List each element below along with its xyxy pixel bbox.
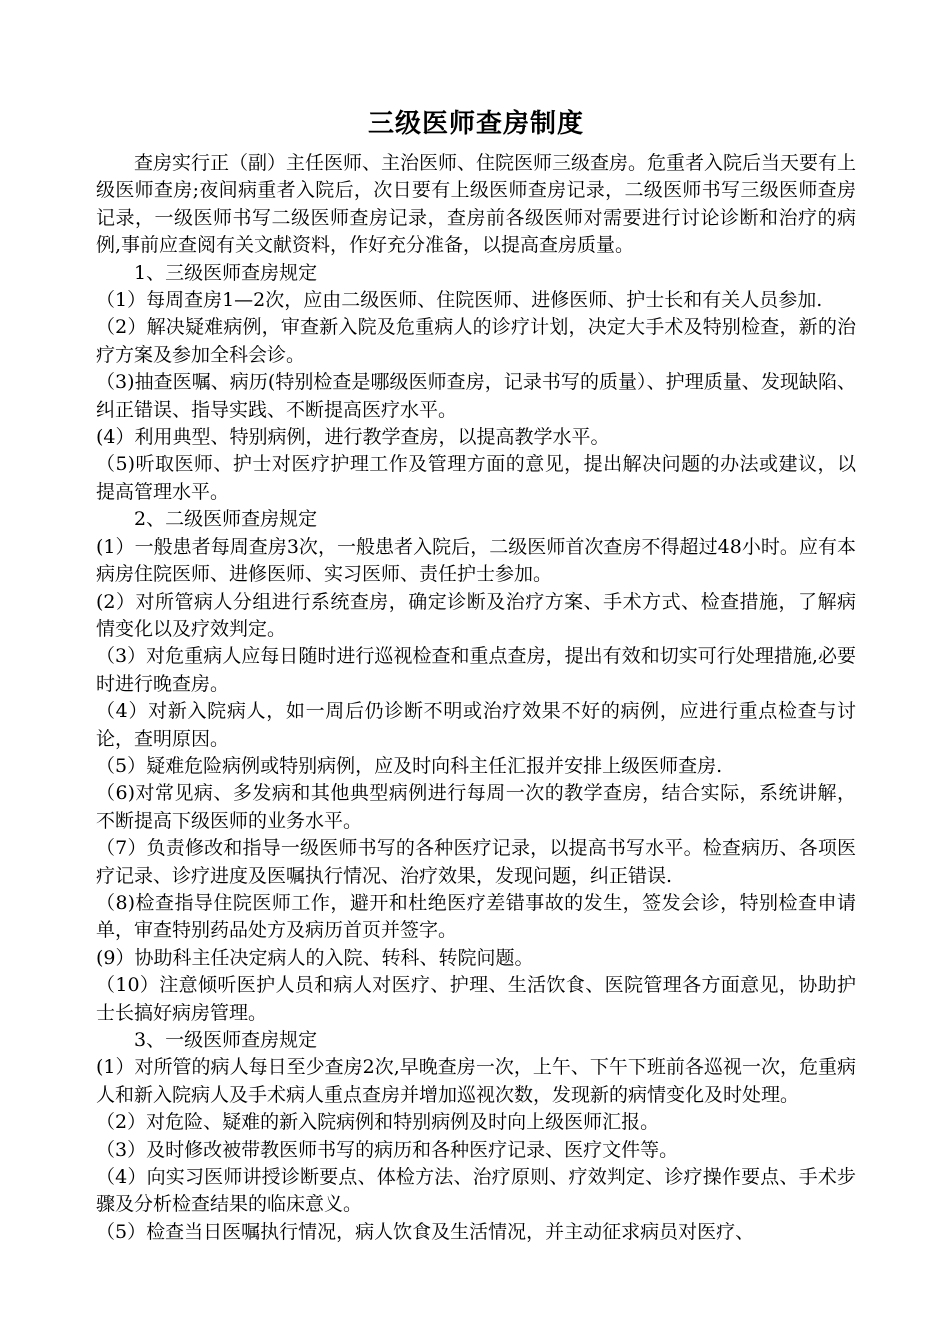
list-item: (4）利用典型、特别病例，进行教学查房，以提高教学水平。 [96,426,610,449]
section-heading: 3、一级医师查房规定 [134,1029,318,1051]
list-item: （4）对新入院病人，如一周后仍诊断不明或治疗效果不好的病例，应进行重点检查与讨论，查明原因。 [96,700,856,750]
section-heading: 2、二级医师查房规定 [134,508,318,531]
section-3 [96,1027,856,1246]
list-item: （7）负责修改和指导一级医师书写的各种医疗记录，以提高书写水平。检查病历、各项医疗记录、诊疗进度及医嘱执行情况、治疗效果，发现问题，纠正错误. [96,837,856,887]
list-item: (2）对所管病人分组进行系统查房，确定诊断及治疗方案、手术方式、检查措施，了解病情变化以及疗效判定。 [96,590,856,640]
list-item: （2）对危险、疑难的新入院病例和特别病例及时向上级医师汇报。 [96,1111,660,1134]
list-item: (1）一般患者每周查房3次，一般患者入院后，二级医师首次查房不得超过48小时。应有本病房住院医师、进修医师、实习医师、责任护士参加。 [96,535,856,586]
list-item: （2）解决疑难病例，审查新入院及危重病人的诊疗计划，决定大手术及特别检查，新的治疗方案及参加全科会诊。 [96,316,856,366]
list-item: （5）检查当日医嘱执行情况，病人饮食及生活情况，并主动征求病员对医疗、 [96,1220,755,1243]
section-2 [96,506,856,1027]
document-page [96,104,856,1246]
list-item: （1）每周查房1—2次，应由二级医师、住院医师、进修医师、护士长和有关人员参加. [96,289,823,312]
document-title: 三级医师查房制度 [367,109,584,139]
intro-paragraph: 查房实行正（副）主任医师、主治医师、住院医师三级查房。危重者入院后当天要有上级医师查房;夜间病重者入院后，次日要有上级医师查房记录，二级医师书写三级医师查房记录，一级医师书写二级医师查房记录，查房前各级医师对需要进行讨论诊断和治疗的病例,事前应查阅有关文献资料，作好充分准备，以提高查房质量。 [96,152,857,257]
list-item: （5)听取医师、护士对医疗护理工作及管理方面的意见，提出解决问题的办法或建议，以提高管理水平。 [96,453,856,503]
section-1 [96,260,856,507]
list-item: （3）及时修改被带教医师书写的病历和各种医疗记录、医疗文件等。 [96,1138,679,1161]
list-item: （3)抽查医嘱、病历(特别检查是哪级医师查房，记录书写的质量）、护理质量、发现缺陷、纠正错误、指导实践、不断提高医疗水平。 [96,371,856,421]
list-item: （8)检查指导住院医师工作，避开和杜绝医疗差错事故的发生，签发会诊，特别检查申请单，审查特别药品处方及病历首页并签字。 [96,891,856,942]
list-item: (9）协助科主任决定病人的入院、转科、转院问题。 [96,946,534,969]
section-heading: 1、三级医师查房规定 [134,261,318,284]
list-item: （6)对常见病、多发病和其他典型病例进行每周一次的教学查房，结合实际，系统讲解，不断提高下级医师的业务水平。 [96,782,856,832]
list-item: （4）向实习医师讲授诊断要点、体检方法、治疗原则、疗效判定、诊疗操作要点、手术步骤及分析检查结果的临床意义。 [96,1166,856,1216]
list-item: (1）对所管的病人每日至少查房2次,早晚查房一次，上午、下午下班前各巡视一次，危重病人和新入院病人及手术病人重点查房并增加巡视次数，发现新的病情变化及时处理。 [96,1056,856,1106]
list-item: （10）注意倾听医护人员和病人对医疗、护理、生活饮食、医院管理各方面意见，协助护士长搞好病房管理。 [96,974,856,1024]
list-item: （5）疑难危险病例或特别病例，应及时向科主任汇报并安排上级医师查房. [96,754,723,777]
list-item: （3）对危重病人应每日随时进行巡视检查和重点查房，提出有效和切实可行处理措施,必要时进行晚查房。 [96,645,856,695]
